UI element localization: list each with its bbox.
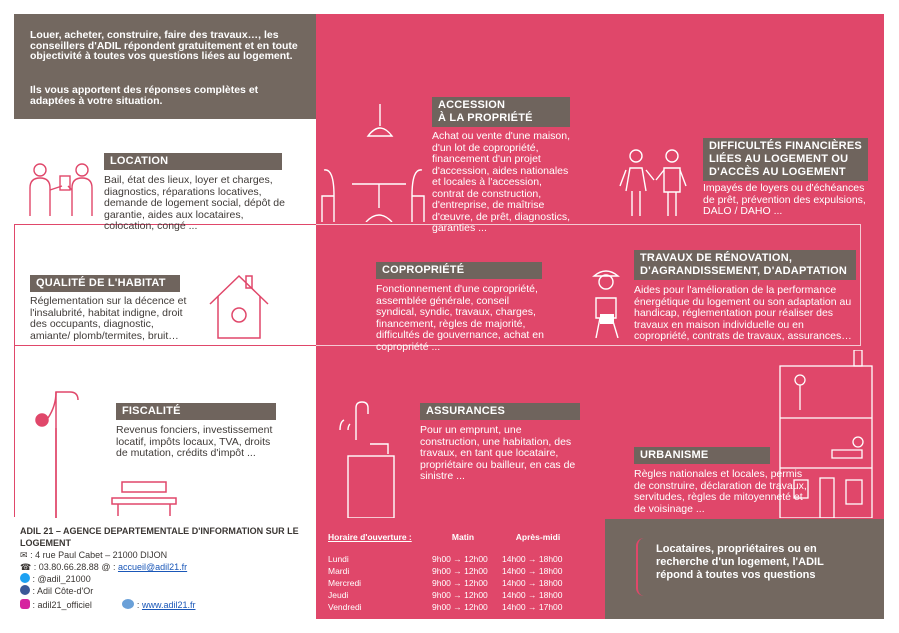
travaux-title-line: D'AGRANDISSEMENT, D'ADAPTATION <box>640 265 847 277</box>
couple-illustration <box>616 146 696 216</box>
divider-line <box>14 345 316 346</box>
address-line <box>20 549 310 561</box>
globe-icon <box>122 599 134 609</box>
intro-text: Louer, acheter, construire, faire des travaux…, les conseillers d'ADIL répondent gratuitement et en toute objectivité à toutes vos questions liées au logement. <box>30 29 298 62</box>
web-link[interactable]: www.adil21.fr <box>141 600 196 610</box>
hours-pm: 14h00 → 18h00 <box>502 566 563 576</box>
contact-block <box>20 525 310 611</box>
facebook-icon <box>20 585 30 595</box>
hours-pm: 14h00 → 18h00 <box>502 578 563 588</box>
twitter-icon <box>20 573 30 583</box>
assurances-title: ASSURANCES <box>420 403 580 420</box>
web-prefix: : <box>136 600 140 610</box>
mail-icon: ✉ <box>20 550 28 560</box>
facebook-line <box>20 585 310 597</box>
copropriete-text: Fonctionnement d'une copropriété, assemblée générale, conseil syndical, syndic, travaux, charges, financement, règles de majorité, difficultés de gouvernance, achat en copropriété ... <box>376 283 544 353</box>
hours-am: 9h00 → 12h00 <box>432 590 488 600</box>
hours-am: 9h00 → 12h00 <box>432 566 488 576</box>
travaux-title-line: TRAVAUX DE RÉNOVATION, <box>640 252 793 264</box>
hours-col-afternoon: Après-midi <box>515 532 561 542</box>
divider-line <box>316 224 861 225</box>
difficultes-title-line: DIFFICULTÉS FINANCIÈRES <box>709 140 862 152</box>
difficultes-title-line: LIÉES AU LOGEMENT OU <box>709 153 849 165</box>
travaux-title <box>634 250 856 280</box>
lamppost-illustration <box>30 388 80 518</box>
dining-illustration <box>318 104 428 222</box>
phone-line <box>20 561 310 573</box>
bench-illustration <box>104 476 184 516</box>
hours-header-row <box>324 531 578 543</box>
twitter-line <box>20 573 310 585</box>
hours-row <box>324 565 578 577</box>
divider-line <box>14 345 15 517</box>
hours-row <box>324 601 578 613</box>
divider-line <box>860 224 861 345</box>
hours-pm: 14h00 → 18h00 <box>502 554 563 564</box>
accession-title-line: À LA PROPRIÉTÉ <box>438 112 533 124</box>
house-icon <box>206 270 272 340</box>
instagram-icon <box>20 599 30 609</box>
accession-text: Achat ou vente d'une maison, d'un lot de copropriété, financement d'un projet d'accession, aides nationales et locales à l'accession, contrat de construction, d'entreprise, de maîtrise d'œuvre, de prêt, diagnostics, garanties ... <box>432 130 571 234</box>
intro-text-2: Ils vous apportent des réponses complètes et adaptées à votre situation. <box>30 84 259 107</box>
building-illustration <box>770 350 880 518</box>
email-prefix: @ : <box>101 562 116 572</box>
hours-col-morning: Matin <box>451 532 475 542</box>
accession-title <box>432 97 570 127</box>
hours-day: Lundi <box>328 554 349 564</box>
hours-am: 9h00 → 12h00 <box>432 578 488 588</box>
twitter-text[interactable]: : @adil_21000 <box>32 574 91 584</box>
worker-illustration <box>586 268 630 338</box>
difficultes-title-line: D'ACCÈS AU LOGEMENT <box>709 166 846 178</box>
hours-day: Mercredi <box>328 578 362 588</box>
hours-title: Horaire d'ouverture : <box>328 532 412 542</box>
hours-am: 9h00 → 12h00 <box>432 554 488 564</box>
urbanisme-title: URBANISME <box>634 447 770 464</box>
hours-day: Vendredi <box>328 602 362 612</box>
sink-illustration <box>330 400 410 518</box>
hours-am: 9h00 → 12h00 <box>432 602 488 612</box>
copropriete-title: COPROPRIÉTÉ <box>376 262 542 279</box>
tagline-brace <box>636 538 644 596</box>
location-title: LOCATION <box>104 153 282 170</box>
divider-line <box>14 224 15 346</box>
org-name: ADIL 21 – AGENCE DEPARTEMENTALE D'INFORMATION SUR LE <box>20 526 299 536</box>
hours-day: Jeudi <box>328 590 349 600</box>
org-name: LOGEMENT <box>20 538 71 548</box>
travaux-text: Aides pour l'amélioration de la performance énergétique du logement ou son adaptation au handicap, réglementation pour réaliser des travaux en maison individuelle ou en copropriété, contrats de travaux, assurances… <box>634 284 852 342</box>
social-line <box>20 599 310 611</box>
urbanisme-text: Règles nationales et locales, permis de construire, déclaration de travaux, servitudes, règles de mitoyenneté et de voisinage ... <box>634 468 807 515</box>
qualite-title: QUALITÉ DE L'HABITAT <box>30 275 180 292</box>
accession-title-line: ACCESSION <box>438 99 506 111</box>
hours-row <box>324 553 578 565</box>
fiscalite-text: Revenus fonciers, investissement locatif, impôts locaux, TVA, droits de mutation, crédits d'impôt ... <box>116 424 273 459</box>
hours-row <box>324 577 578 589</box>
location-text: Bail, état des lieux, loyer et charges, diagnostics, réparations locatives, demande de logement social, dépôt de garantie, aides aux locataires, colocation, congé ... <box>104 174 285 232</box>
facebook-text[interactable]: : Adil Côte-d'Or <box>32 586 94 596</box>
hours-row <box>324 589 578 601</box>
phone-icon: ☎ <box>20 562 32 572</box>
hours-pm: 14h00 → 18h00 <box>502 590 563 600</box>
difficultes-text: Impayés de loyers ou d'échéances de prêt, prévention des expulsions, DALO / DAHO ... <box>703 182 866 217</box>
hours-table <box>324 531 578 613</box>
instagram-text[interactable]: : adil21_officiel <box>32 600 92 610</box>
phone-text: : 03.80.66.28.88 <box>33 562 99 572</box>
tagline-text: Locataires, propriétaires ou en recherche d'un logement, l'ADIL répond à toutes vos questions <box>656 543 824 581</box>
hours-pm: 14h00 → 17h00 <box>502 602 563 612</box>
difficultes-title <box>703 138 868 181</box>
email-link[interactable]: accueil@adil21.fr <box>117 562 188 572</box>
hours-day: Mardi <box>328 566 350 576</box>
assurances-text: Pour un emprunt, une construction, une habitation, des travaux, en tant que locataire, propriétaire ou bailleur, en cas de sinistre ... <box>420 424 576 482</box>
fiscalite-title: FISCALITÉ <box>116 403 276 420</box>
location-illustration <box>24 158 100 218</box>
address-text: : 4 rue Paul Cabet – 21000 DIJON <box>30 550 168 560</box>
qualite-text: Réglementation sur la décence et l'insalubrité, habitat indigne, droit des occupants, diagnostic, amiante/ plomb/termites, bruit… <box>30 295 187 342</box>
